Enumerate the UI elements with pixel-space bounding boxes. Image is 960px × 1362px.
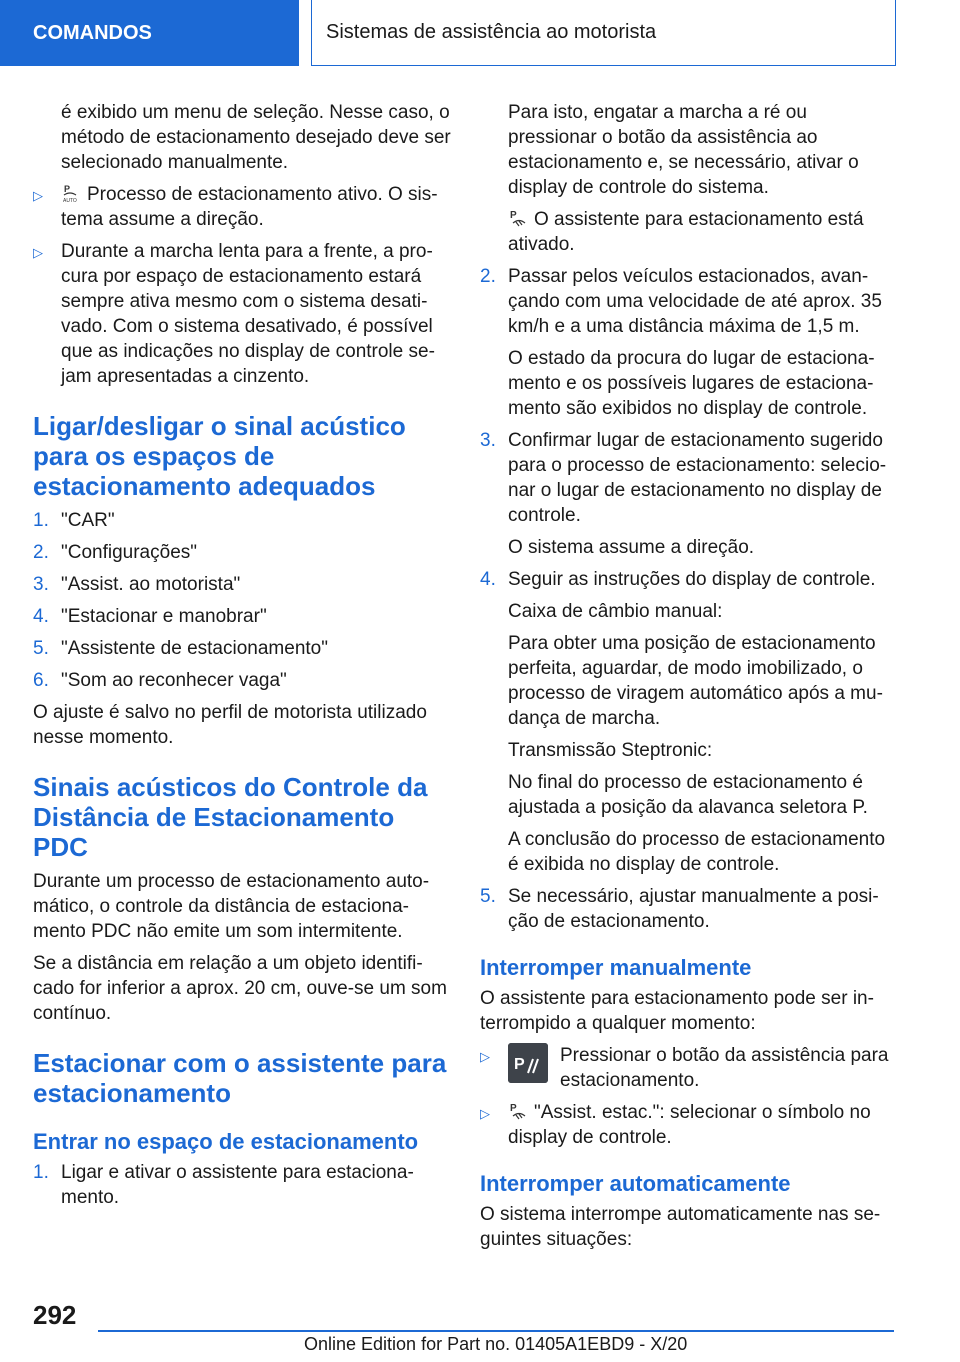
bullet-text: "Assist. estac.": selecionar o símbolo no display de controle. — [508, 1102, 871, 1148]
assistant-activated: O assistente para estacionamento está ativado. — [508, 209, 864, 255]
parking-auto-icon — [61, 183, 79, 203]
heading-enter-space: Entrar no espaço de estacionamento — [33, 1129, 419, 1154]
list-item: 6. "Som ao reconhecer vaga" — [33, 670, 287, 691]
heading-pdc: Sinais acústicos do Controle da Distância de Estacionamento PDC — [33, 772, 428, 862]
bullet-text: Processo de estacionamento ativo. O sistema assume a direção. — [61, 184, 438, 230]
list-item: 4. "Estacionar e manobrar" — [33, 606, 267, 627]
heading-interrupt-manual: Interromper manualmente — [480, 955, 752, 980]
list-item: 3. Confirmar lugar de estacionamento sugerido para o processo de estacionamento: selecionar o lugar de estacionamento no display de controle. — [480, 430, 887, 526]
svg-text:P: P — [510, 1103, 517, 1114]
list-item — [33, 239, 451, 389]
park-assist-icon — [508, 208, 526, 228]
saved-note: O ajuste é salvo no perfil de motorista utilizado nesse momento. — [33, 702, 427, 748]
footer-divider — [98, 1330, 894, 1332]
step1-continued: Para isto, engatar a marcha a ré ou pressionar o botão da assistência ao estacionamento e, se necessário, ativar o display de controle do sistema. — [508, 102, 859, 198]
footer-edition: Online Edition for Part no. 01405A1EBD9 - X/20 — [304, 1334, 688, 1354]
list-item — [480, 1043, 900, 1093]
chapter-title: Sistemas de assistência ao motorista — [326, 21, 657, 43]
heading-interrupt-auto: Interromper automaticamente — [480, 1171, 791, 1196]
left-column — [33, 100, 451, 1217]
pdc-paragraph-2: Se a distância em relação a um objeto identificado for inferior a aprox. 20 cm, ouve-se um som contínuo. — [33, 953, 447, 1024]
park-assist-icon — [508, 1101, 526, 1121]
list-item: 3. "Assist. ao motorista" — [33, 574, 241, 595]
heading-park-assist: Estacionar com o assistente para estacionamento — [33, 1048, 447, 1108]
list-item: 5. "Assistente de estacionamento" — [33, 638, 328, 659]
svg-text:AUTO: AUTO — [63, 198, 77, 203]
list-item — [480, 1100, 900, 1150]
svg-text:P: P — [510, 210, 517, 221]
bullet-text: Durante a marcha lenta para a frente, a procura por espaço de estacionamento estará sempre ativa mesmo com o sistema desativado. Com o sistema desativado, é possível que as indicações no display de controle sejam apresentadas a cinzento. — [61, 241, 435, 387]
bullet-text: Pressionar o botão da assistência para estacionamento. — [560, 1045, 889, 1091]
section-tab — [0, 0, 299, 66]
chapter-title-bar — [311, 0, 896, 66]
park-assist-button-icon — [508, 1043, 548, 1083]
heading-acoustic-signal: Ligar/desligar o sinal acústico para os espaços de estacionamento adequados — [33, 411, 406, 501]
list-item: 2. "Configurações" — [33, 542, 198, 563]
svg-text:P: P — [64, 184, 71, 194]
triangle-bullet-icon: ▷ — [480, 1049, 490, 1064]
right-column: Para isto, engatar a marcha a ré ou pressionar o botão da assistência ao estacionamento e, se necessário, ativar o display de controle do sistema. P O assistente para estacionamento está ativado. 2. Passar pelos veículos estacionados, avançando com uma velocidade de até aprox. 35 km/h e a uma distância máxima de 1,5 m. O estado da procura do lugar de estacionamento e os possíveis lugares de estacionamento são exibidos no display de controle. 3. Confirmar lugar de estacionamento sugerido para o processo de estacionamento: selecionar o lugar de estacionamento no display de controle. O sistema assume a direção. 4. Seguir as instruções do display de controle. Caixa de câmbio manual: Para obter uma posição de estacionamento perfeita, aguardar, de modo imobilizado, o processo de viragem automático após a mudança de marcha. Transmissão Steptronic: No final do processo de estacionamento é ajustada a posição da alavanca seletora P. A conclusão do processo de estacionamento é exibida no display de controle. 5. Se necessário, ajustar manualmente a posição de estacionamento. Interromper manualmente O assistente para estacionamento pode ser interrompido a qualquer momento: ▷ P Pressionar o botão da assistência para estacionamento. ▷ P "Assist. estac.": selecionar o símbolo no display de controle. Interromper automaticamente O sistema interrompe automaticamente nas seguintes situações: — [480, 100, 900, 1259]
triangle-bullet-icon: ▷ — [33, 245, 43, 260]
page-number: 292 — [33, 1300, 77, 1330]
list-item: 4. Seguir as instruções do display de controle. — [480, 569, 876, 590]
triangle-bullet-icon: ▷ — [33, 188, 43, 203]
list-item: 1. Ligar e ativar o assistente para estacionamento. — [33, 1162, 414, 1208]
intro-text: é exibido um menu de seleção. Nesse caso, o método de estacionamento desejado deve ser selecionado manualmente. — [61, 102, 451, 173]
list-item: 2. Passar pelos veículos estacionados, avançando com uma velocidade de até aprox. 35 km/h e a uma distância máxima de 1,5 m. — [480, 266, 882, 337]
list-item — [33, 182, 451, 232]
triangle-bullet-icon: ▷ — [480, 1106, 490, 1121]
pdc-paragraph-1: Durante um processo de estacionamento automático, o controle da distância de estacionamento PDC não emite um som intermitente. — [33, 871, 430, 942]
list-item: 1. "CAR" — [33, 510, 115, 531]
section-label: COMANDOS — [33, 21, 152, 44]
list-item: 5. Se necessário, ajustar manualmente a posição de estacionamento. — [480, 886, 879, 932]
svg-text:P: P — [514, 1056, 525, 1073]
